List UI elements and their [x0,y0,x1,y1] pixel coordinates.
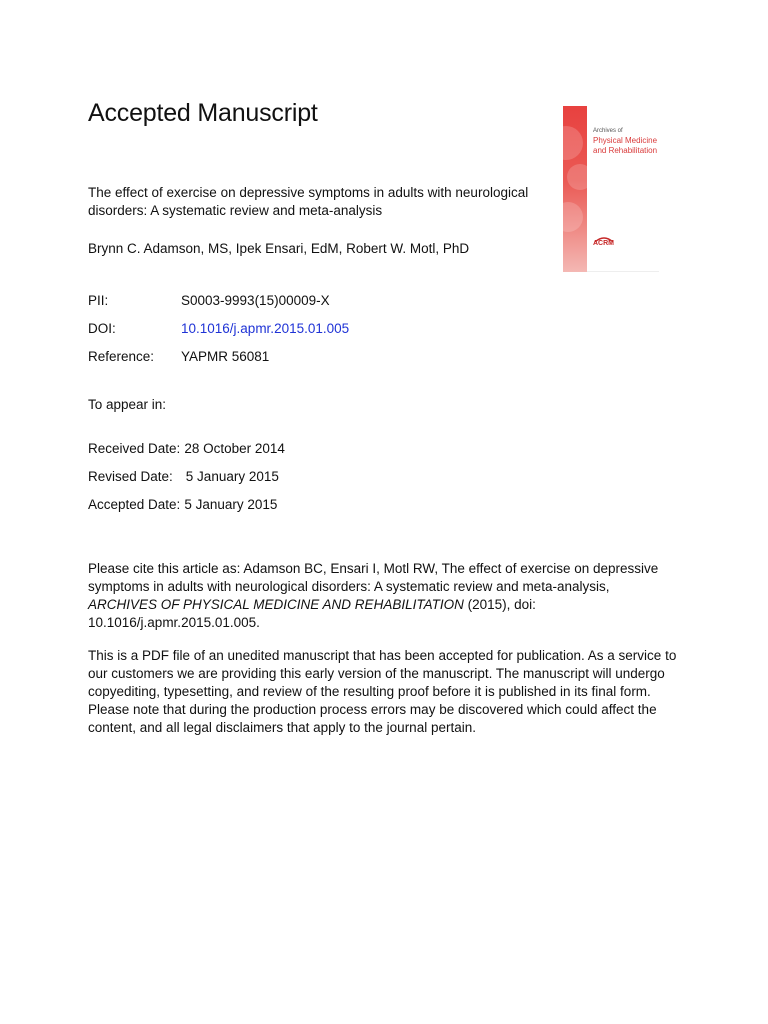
received-date-row [88,441,285,456]
doi-link[interactable]: 10.1016/j.apmr.2015.01.005 [181,321,350,336]
cover-logo-text: ACRM [593,240,614,247]
pii-label: PII: [88,293,109,308]
pii-value: S0003-9993(15)00009-X [181,293,330,308]
citation-paragraph [88,560,678,632]
revised-date-row [88,469,279,484]
accepted-date-row [88,497,277,512]
article-title: The effect of exercise on depressive symptoms in adults with neurological disorders: A systematic review and meta-analysis [88,185,529,218]
journal-cover-image [563,106,659,272]
article-authors: Brynn C. Adamson, MS, Ipek Ensari, EdM, Robert W. Motl, PhD [88,241,470,256]
reference-value: YAPMR 56081 [181,349,270,364]
citation-prefix: Please cite this article as: Adamson BC, Ensari I, Motl RW, The effect of exercise on depressive symptoms in adults with neurological disorders: A systematic review and meta-analysis, [88,561,659,594]
received-value: 28 October 2014 [184,441,285,456]
appear-in-label: To appear in: [88,397,167,412]
page-heading: Accepted Manuscript [88,99,318,127]
citation-suffix: (2015), doi: 10.1016/j.apmr.2015.01.005. [88,597,536,630]
revised-value: 5 January 2015 [185,469,279,484]
accepted-value: 5 January 2015 [184,497,278,512]
reference-label: Reference: [88,349,155,364]
cover-journal-name: Physical Medicine and Rehabilitation [593,136,658,155]
doi-label: DOI: [88,321,116,336]
cover-stripe [563,106,587,272]
cover-small-text: Archives of [593,128,623,134]
revised-label: Revised Date: [88,469,173,484]
received-label: Received Date: [88,441,181,456]
accepted-label: Accepted Date: [88,497,181,512]
manuscript-notice: This is a PDF file of an unedited manuscript that has been accepted for publication. As a service to our customers we are providing this early version of the manuscript. The manuscript will undergo copyediting, typesetting, and review of the resulting proof before it is published in its final form. Please note that during the production process errors may be discovered which could affect the content, and all legal disclaimers that apply to the journal pertain. [88,648,677,735]
citation-journal: ARCHIVES OF PHYSICAL MEDICINE AND REHABILITATION [88,597,464,612]
